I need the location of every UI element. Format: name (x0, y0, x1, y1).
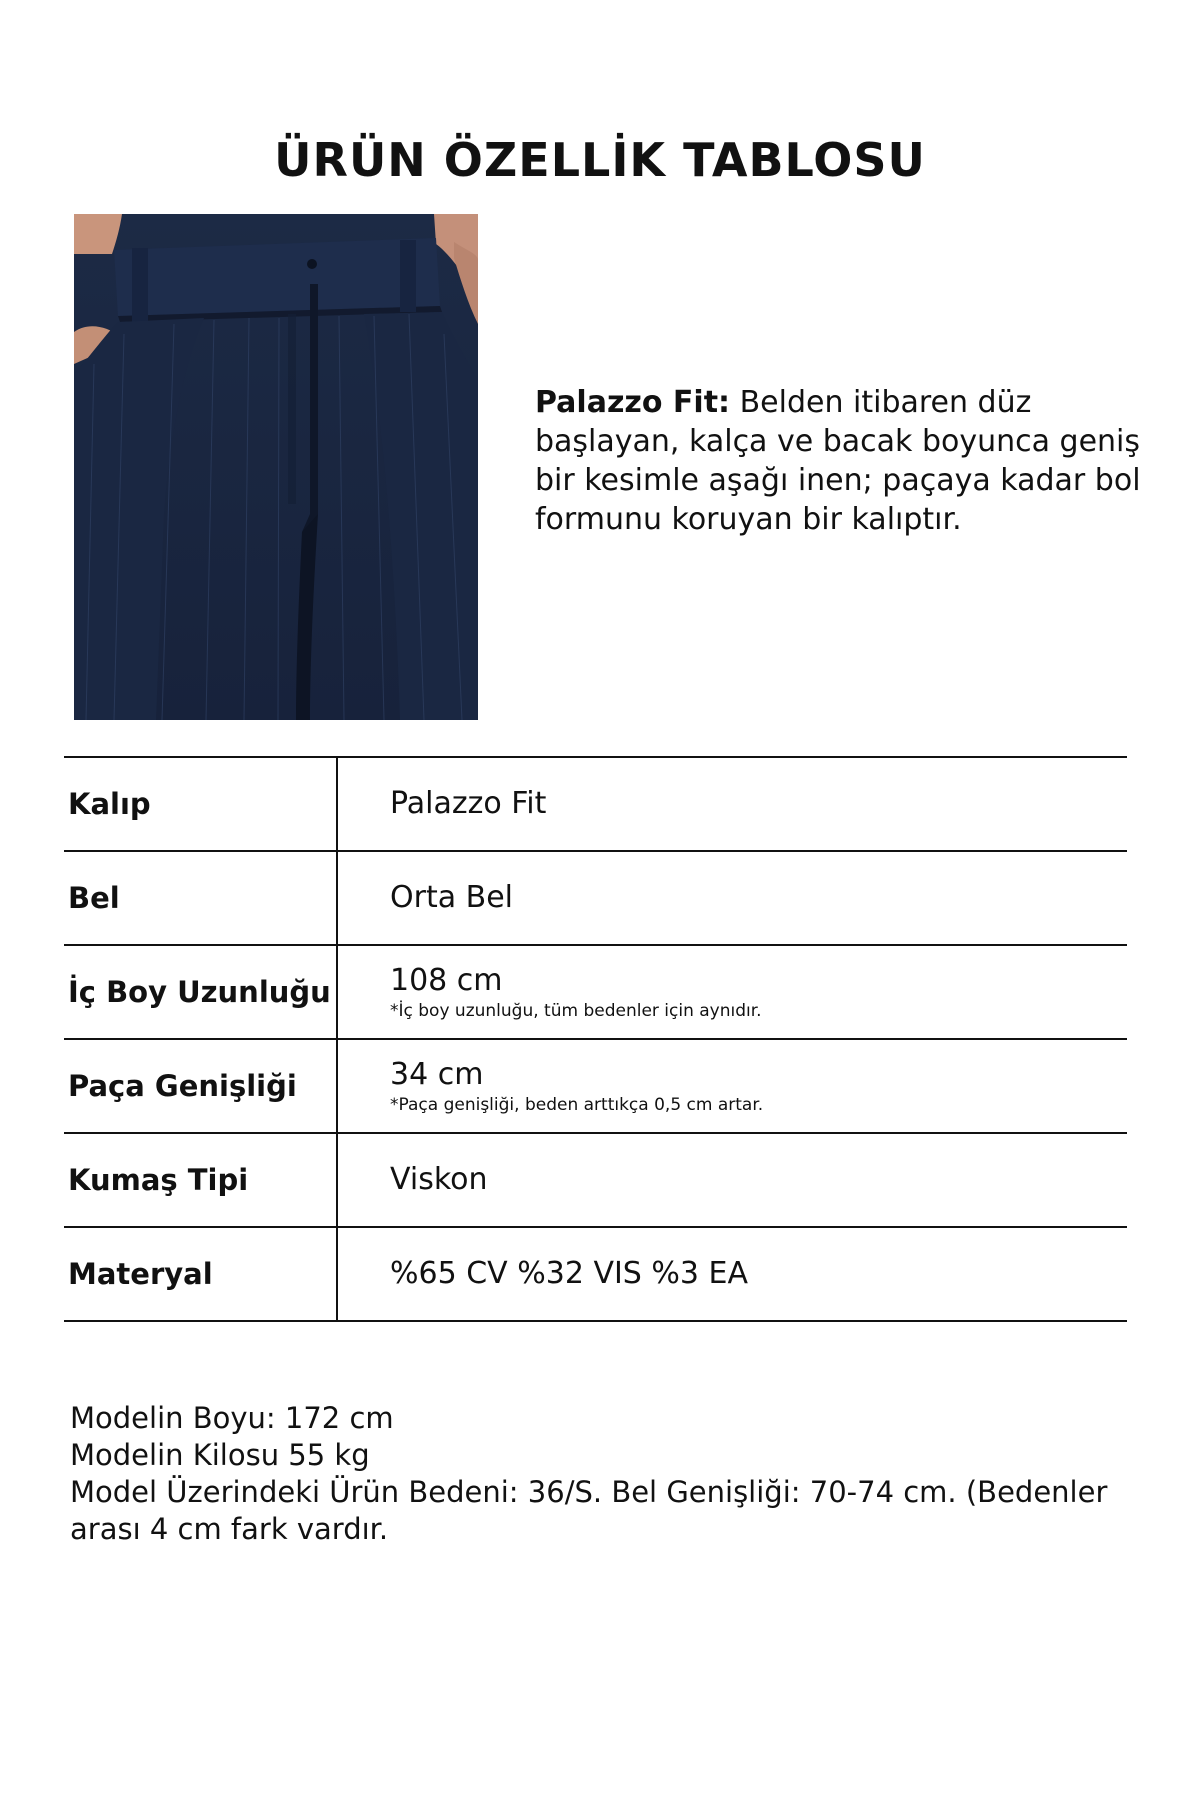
model-info (70, 1400, 1130, 1548)
spec-label: Bel (64, 851, 337, 945)
spec-value-cell (337, 1227, 1127, 1321)
table-row (64, 1133, 1127, 1227)
spec-note: *Paça genişliği, beden arttıkça 0,5 cm artar. (390, 1095, 764, 1115)
model-height: Modelin Boyu: 172 cm (70, 1401, 394, 1435)
spec-note: *İç boy uzunluğu, tüm bedenler için aynıdır. (390, 1001, 762, 1021)
page-title: ÜRÜN ÖZELLİK TABLOSU (274, 133, 926, 187)
table-row (64, 1039, 1127, 1133)
fit-term: Palazzo Fit: (535, 385, 731, 420)
table-row (64, 851, 1127, 945)
table-row (64, 1227, 1127, 1321)
spec-value: %65 CV %32 VIS %3 EA (390, 1256, 748, 1291)
spec-value-cell (337, 1133, 1127, 1227)
table-row (64, 757, 1127, 851)
fit-description (535, 383, 1155, 539)
spec-value-cell (337, 757, 1127, 851)
model-size: Model Üzerindeki Ürün Bedeni: 36/S. Bel Genişliği: 70-74 cm. (Bedenler arası 4 cm fark vardır. (70, 1475, 1108, 1546)
spec-value: 34 cm (390, 1057, 484, 1092)
spec-value: 108 cm (390, 963, 503, 998)
spec-table (64, 756, 1127, 1322)
spec-value: Orta Bel (390, 880, 514, 915)
spec-label: Paça Genişliği (64, 1039, 337, 1133)
spec-value-cell (337, 851, 1127, 945)
spec-label: Kumaş Tipi (64, 1133, 337, 1227)
spec-label: İç Boy Uzunluğu (64, 945, 337, 1039)
spec-label: Materyal (64, 1227, 337, 1321)
spec-label: Kalıp (64, 757, 337, 851)
fit-text: Belden itibaren düz başlayan, kalça ve bacak boyunca geniş bir kesimle aşağı inen; paçaya kadar bol formunu koruyan bir kalıptır. (535, 385, 1141, 537)
spec-value-cell (337, 945, 1127, 1039)
spec-value: Palazzo Fit (390, 786, 547, 821)
table-row (64, 945, 1127, 1039)
product-photo (74, 214, 478, 720)
spec-value-cell (337, 1039, 1127, 1133)
model-weight: Modelin Kilosu 55 kg (70, 1438, 370, 1472)
spec-value: Viskon (390, 1162, 488, 1197)
